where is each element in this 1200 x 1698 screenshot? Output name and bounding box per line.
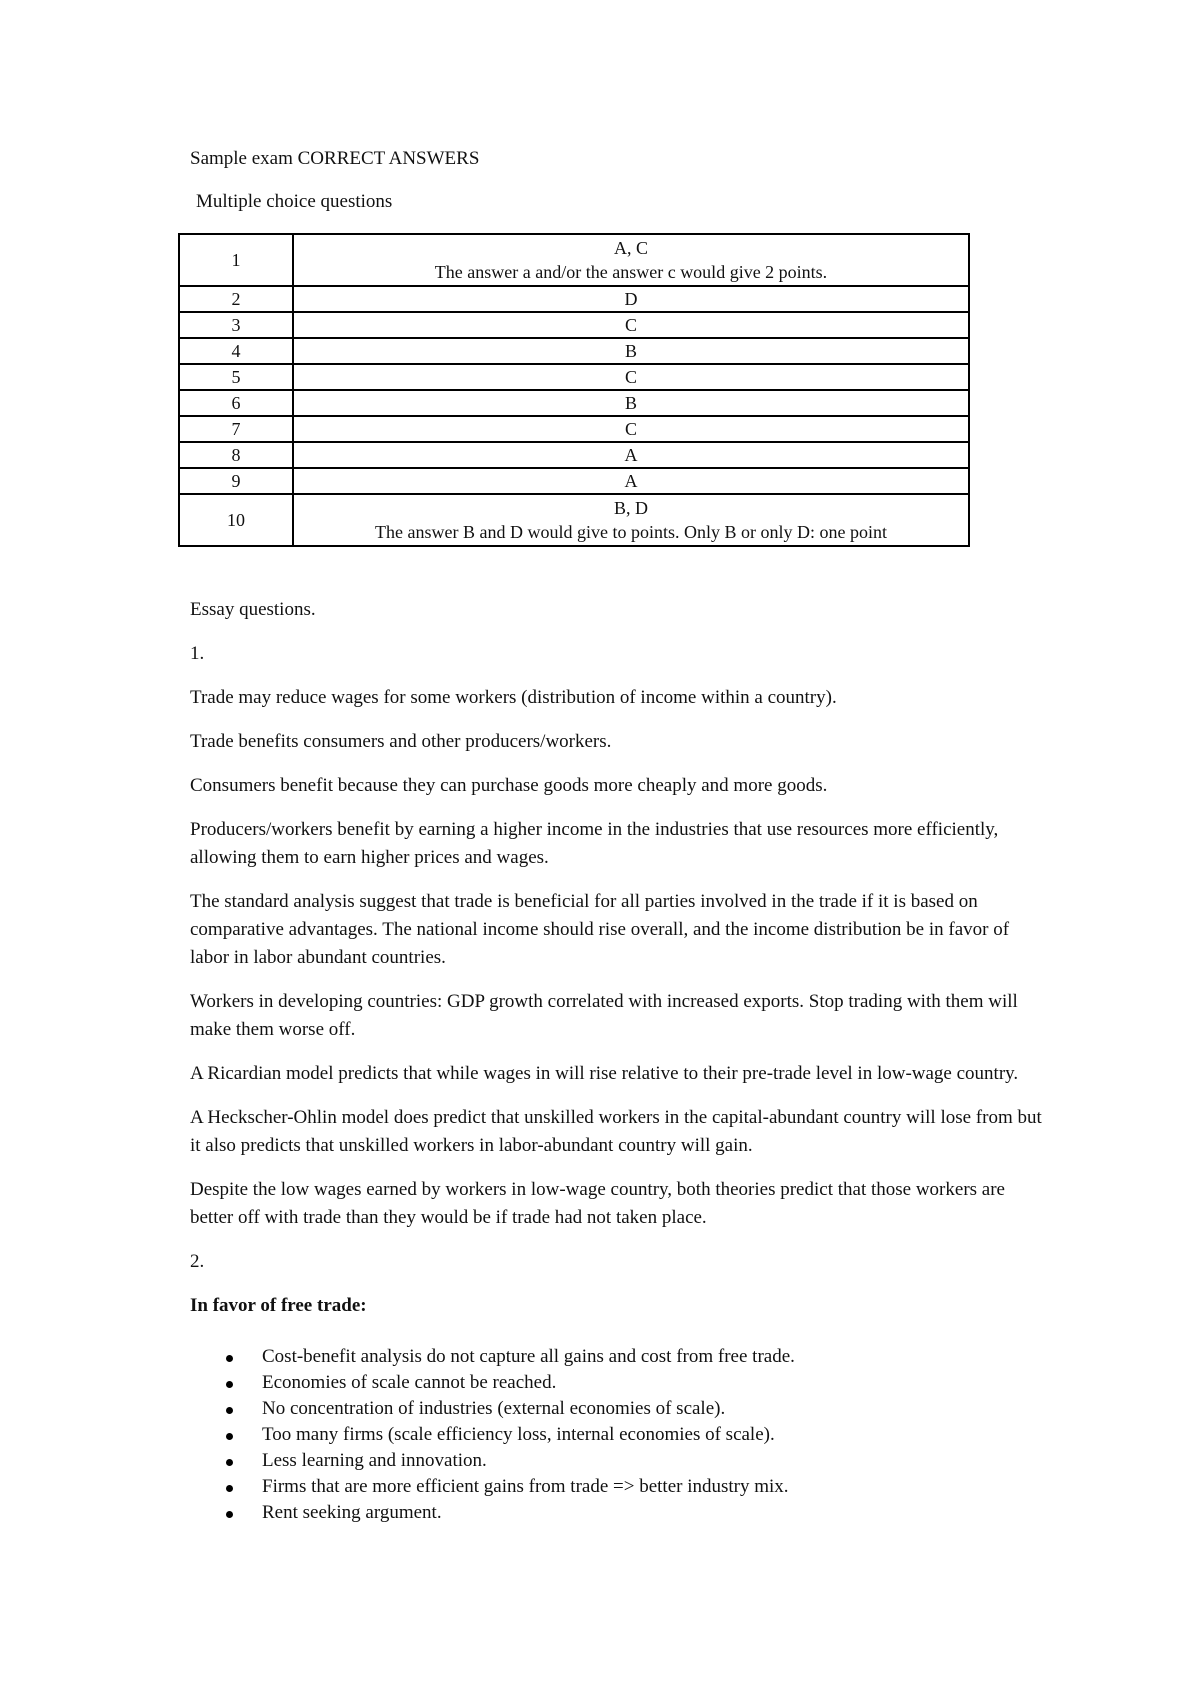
list-item-text: Rent seeking argument.	[262, 1502, 442, 1523]
essay-paragraph: Trade benefits consumers and other producers/workers.	[190, 731, 612, 752]
bullet-icon	[226, 1355, 233, 1362]
answer-note: The answer B and D would give to points. Only B or only D: one point	[375, 522, 887, 542]
table-row	[179, 416, 969, 442]
answer-value: B	[293, 390, 969, 416]
list-item	[190, 1422, 1050, 1448]
question-2-label: 2.	[190, 1251, 205, 1272]
bullet-icon	[226, 1381, 233, 1388]
bullet-icon	[226, 1433, 233, 1440]
essay-paragraph: Trade may reduce wages for some workers (distribution of income within a country).	[190, 687, 837, 708]
list-item-text: Less learning and innovation.	[262, 1450, 487, 1471]
table-row	[179, 364, 969, 390]
answer-value: A	[293, 442, 969, 468]
list-item	[190, 1370, 1050, 1396]
answer-value: C	[293, 312, 969, 338]
table-row	[179, 468, 969, 494]
question-number: 7	[179, 416, 293, 442]
table-row	[179, 338, 969, 364]
answer-value: C	[293, 416, 969, 442]
list-item-text: Too many firms (scale efficiency loss, internal economies of scale).	[262, 1424, 775, 1445]
table-row	[179, 312, 969, 338]
essay-paragraph: Despite the low wages earned by workers in low-wage country, both theories predict that those workers are better off with trade than they would be if trade had not taken place.	[190, 1179, 1005, 1228]
essay-paragraph: Consumers benefit because they can purchase goods more cheaply and more goods.	[190, 775, 828, 796]
multiple-choice-heading: Multiple choice questions	[196, 191, 393, 212]
document-title: Sample exam CORRECT ANSWERS	[190, 148, 480, 169]
list-item	[190, 1500, 1050, 1526]
bullet-icon	[226, 1459, 233, 1466]
list-item-text: No concentration of industries (external economies of scale).	[262, 1398, 726, 1419]
table-row	[179, 234, 969, 286]
list-item-text: Firms that are more efficient gains from trade => better industry mix.	[262, 1476, 789, 1497]
answer-cell	[293, 234, 969, 286]
essay-heading: Essay questions.	[190, 599, 316, 620]
answer-cell	[293, 494, 969, 546]
answer-value: C	[293, 364, 969, 390]
bullet-icon	[226, 1407, 233, 1414]
question-number: 10	[179, 494, 293, 546]
essay-paragraph: A Heckscher-Ohlin model does predict that unskilled workers in the capital-abundant country will lose from but it also predicts that unskilled workers in labor-abundant country will gain.	[190, 1107, 1042, 1156]
question-number: 1	[179, 234, 293, 286]
table-row	[179, 286, 969, 312]
table-row	[179, 390, 969, 416]
answer-key-table	[178, 233, 970, 547]
bullet-icon	[226, 1485, 233, 1492]
question-number: 9	[179, 468, 293, 494]
question-number: 6	[179, 390, 293, 416]
list-item	[190, 1344, 1050, 1370]
answer-note: The answer a and/or the answer c would give 2 points.	[434, 262, 828, 282]
essay-paragraph: Workers in developing countries: GDP growth correlated with increased exports. Stop trading with them will make them worse off.	[190, 991, 1018, 1040]
table-row	[179, 442, 969, 468]
essay-section	[190, 596, 1050, 1526]
answer-value: A, C	[613, 238, 648, 258]
answer-value: A	[293, 468, 969, 494]
answer-value: B, D	[613, 498, 648, 518]
list-item	[190, 1396, 1050, 1422]
answer-value: D	[293, 286, 969, 312]
answer-value: B	[293, 338, 969, 364]
list-item-text: Cost-benefit analysis do not capture all gains and cost from free trade.	[262, 1346, 795, 1367]
question-number: 2	[179, 286, 293, 312]
question-number: 8	[179, 442, 293, 468]
list-item	[190, 1474, 1050, 1500]
essay-paragraph: Producers/workers benefit by earning a higher income in the industries that use resources more efficiently, allowing them to earn higher prices and wages.	[190, 819, 999, 868]
list-item-text: Economies of scale cannot be reached.	[262, 1372, 557, 1393]
bullet-icon	[226, 1511, 233, 1518]
question-number: 3	[179, 312, 293, 338]
essay-paragraph: The standard analysis suggest that trade is beneficial for all parties involved in the trade if it is based on comparative advantages. The national income should rise overall, and the income distribution be in favor of labor in labor abundant countries.	[190, 891, 1010, 968]
question-1-label: 1.	[190, 643, 205, 664]
table-row	[179, 494, 969, 546]
free-trade-heading: In favor of free trade:	[190, 1295, 367, 1316]
question-number: 5	[179, 364, 293, 390]
list-item	[190, 1448, 1050, 1474]
question-number: 4	[179, 338, 293, 364]
essay-paragraph: A Ricardian model predicts that while wages in will rise relative to their pre-trade level in low-wage country.	[190, 1063, 1019, 1084]
free-trade-bullet-list	[190, 1344, 1050, 1526]
